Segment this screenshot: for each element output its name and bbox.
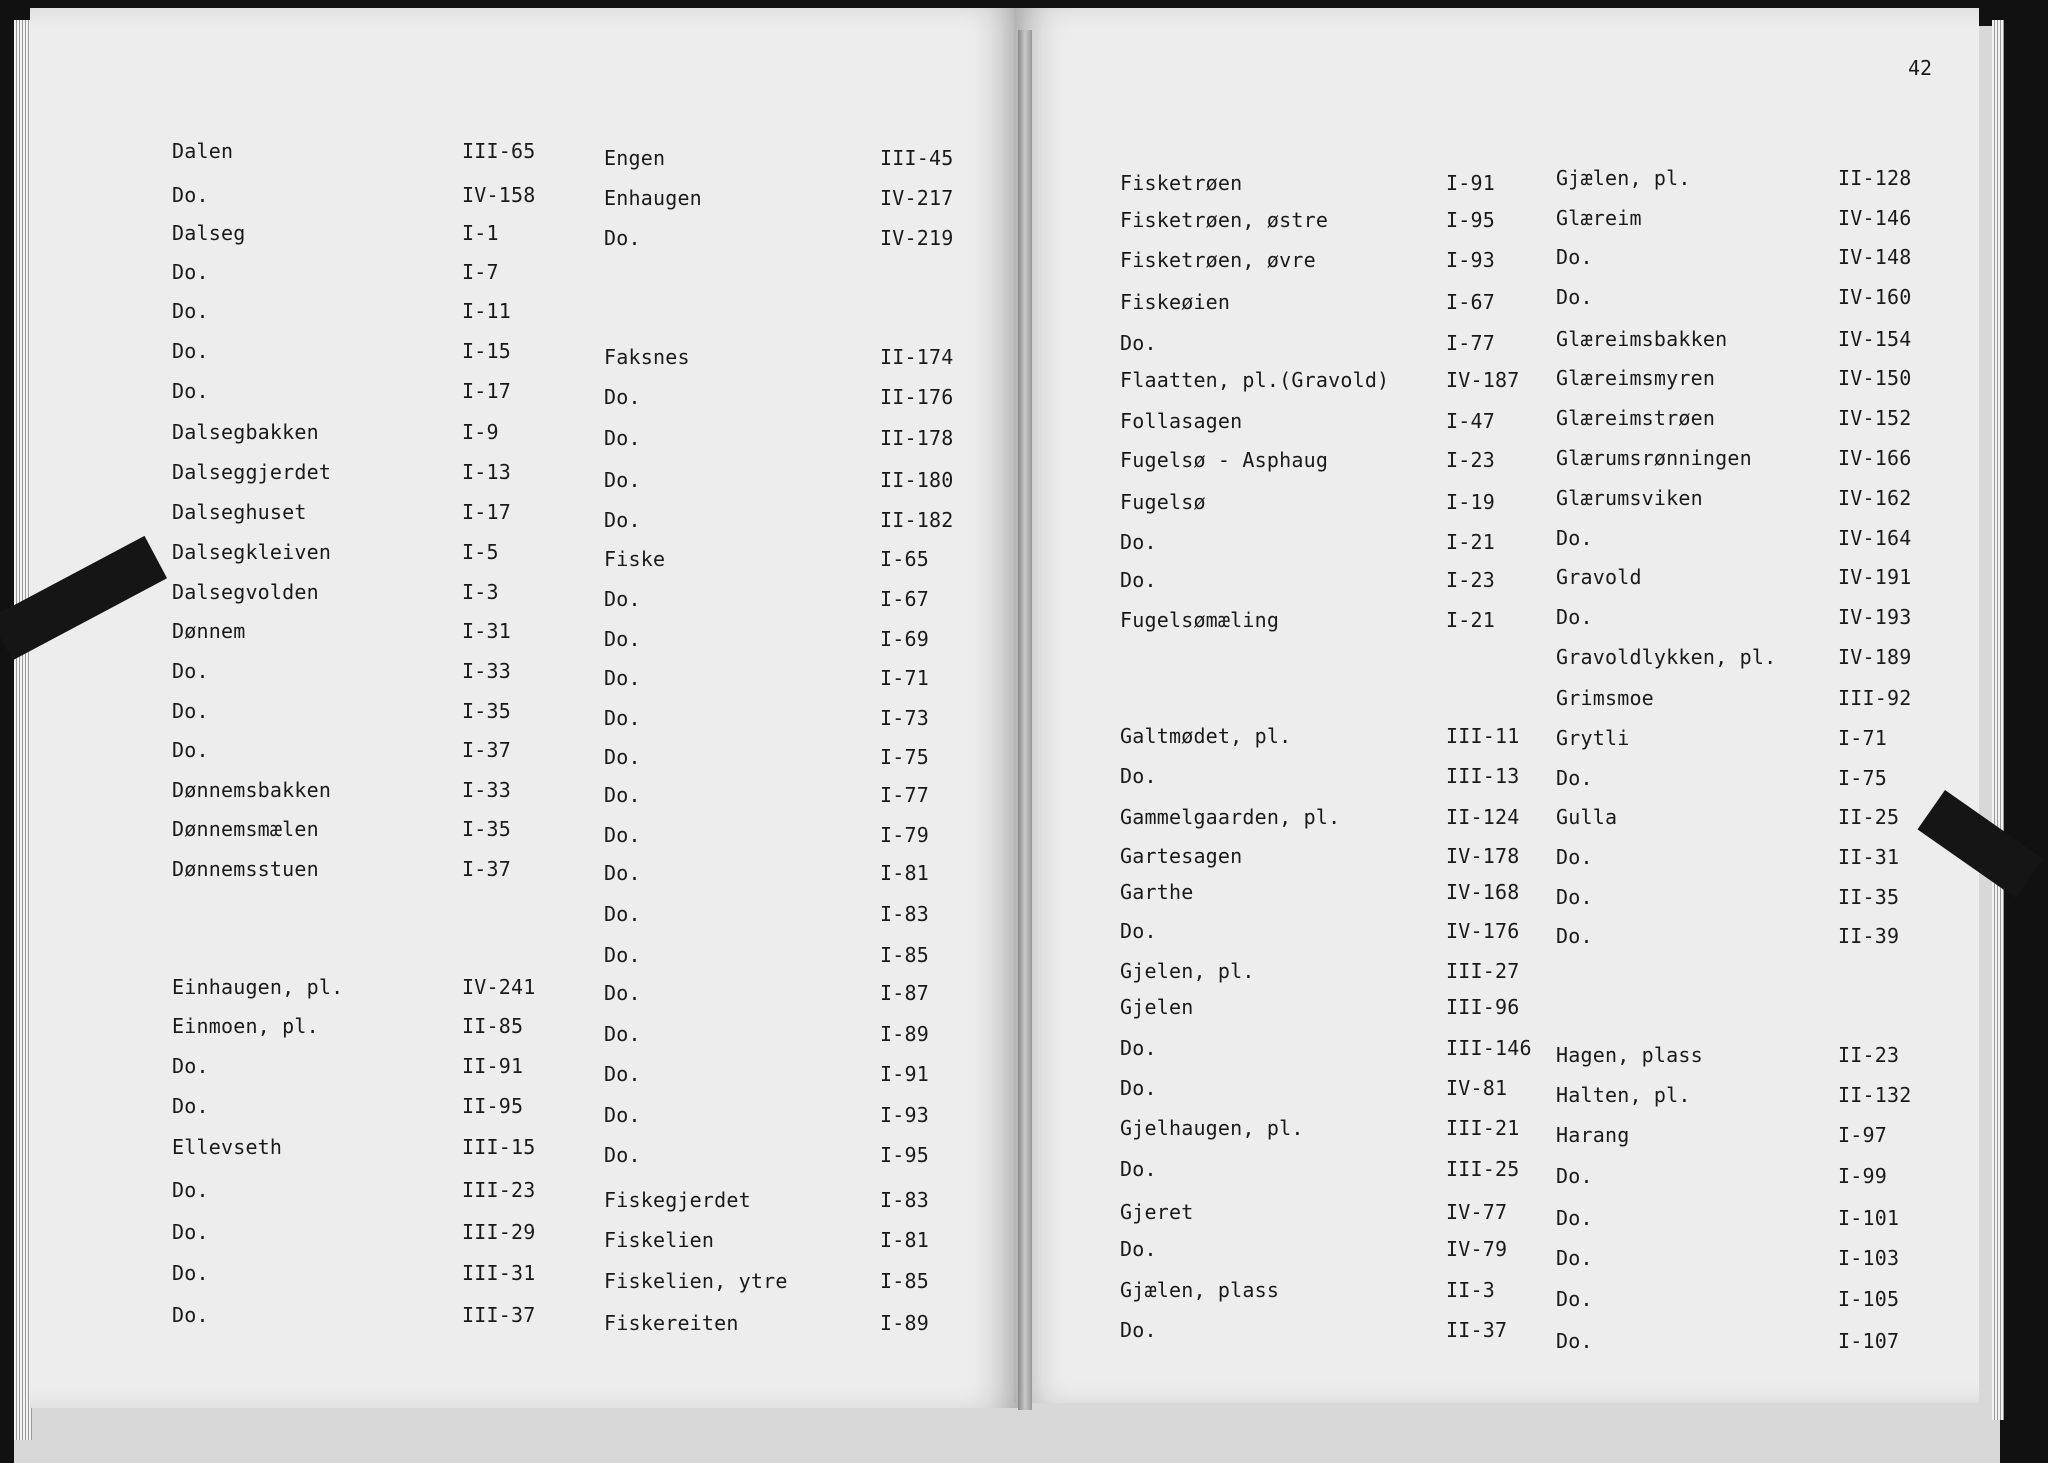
place-name: Grytli	[1556, 726, 1630, 750]
volume-reference: IV-189	[1838, 645, 1912, 669]
volume-reference: III-21	[1446, 1116, 1520, 1140]
volume-reference: II-132	[1838, 1083, 1912, 1107]
volume-reference: I-93	[880, 1103, 929, 1127]
volume-reference: III-96	[1446, 995, 1520, 1019]
place-name: Fiskeøien	[1120, 290, 1231, 314]
place-name: Gartesagen	[1120, 844, 1243, 868]
place-name: Grimsmoe	[1556, 686, 1654, 710]
place-name: Do.	[604, 783, 641, 807]
volume-reference: III-15	[462, 1135, 536, 1159]
volume-reference: IV-158	[462, 183, 536, 207]
place-name: Do.	[604, 1022, 641, 1046]
volume-reference: IV-81	[1446, 1076, 1508, 1100]
place-name: Do.	[604, 745, 641, 769]
volume-reference: I-3	[462, 580, 499, 604]
place-name: Ellevseth	[172, 1135, 283, 1159]
volume-reference: II-3	[1446, 1278, 1495, 1302]
volume-reference: I-67	[880, 587, 929, 611]
volume-reference: I-91	[880, 1062, 929, 1086]
volume-reference: I-1	[462, 221, 499, 245]
place-name: Dønnemsbakken	[172, 778, 332, 802]
place-name: Do.	[604, 902, 641, 926]
volume-reference: I-85	[880, 1269, 929, 1293]
volume-reference: I-83	[880, 902, 929, 926]
volume-reference: III-92	[1838, 686, 1912, 710]
volume-reference: IV-176	[1446, 919, 1520, 943]
volume-reference: IV-166	[1838, 446, 1912, 470]
volume-reference: I-69	[880, 627, 929, 651]
volume-reference: IV-241	[462, 975, 536, 999]
volume-reference: II-25	[1838, 805, 1900, 829]
place-name: Fiskelien	[604, 1228, 715, 1252]
place-name: Do.	[1556, 526, 1593, 550]
volume-reference: I-89	[880, 1311, 929, 1335]
place-name: Do.	[172, 1261, 209, 1285]
volume-reference: I-17	[462, 379, 511, 403]
volume-reference: II-182	[880, 508, 954, 532]
volume-reference: I-19	[1446, 490, 1495, 514]
place-name: Glæreimstrøen	[1556, 406, 1716, 430]
place-name: Do.	[604, 861, 641, 885]
volume-reference: I-65	[880, 547, 929, 571]
place-name: Do.	[172, 1303, 209, 1327]
volume-reference: IV-178	[1446, 844, 1520, 868]
volume-reference: I-21	[1446, 608, 1495, 632]
volume-reference: III-13	[1446, 764, 1520, 788]
place-name: Do.	[1556, 885, 1593, 909]
place-name: Garthe	[1120, 880, 1194, 904]
place-name: Do.	[172, 1220, 209, 1244]
place-name: Dalsegkleiven	[172, 540, 332, 564]
place-name: Fisketrøen, øvre	[1120, 248, 1316, 272]
place-name: Do.	[172, 183, 209, 207]
volume-reference: I-23	[1446, 568, 1495, 592]
place-name: Do.	[1120, 764, 1157, 788]
place-name: Glærumsrønningen	[1556, 446, 1752, 470]
volume-reference: I-75	[880, 745, 929, 769]
volume-reference: I-101	[1838, 1206, 1900, 1230]
place-name: Gulla	[1556, 805, 1618, 829]
volume-reference: II-178	[880, 426, 954, 450]
volume-reference: IV-193	[1838, 605, 1912, 629]
place-name: Harang	[1556, 1123, 1630, 1147]
volume-reference: I-35	[462, 817, 511, 841]
place-name: Do.	[1556, 1164, 1593, 1188]
place-name: Do.	[1556, 1287, 1593, 1311]
place-name: Hagen, plass	[1556, 1043, 1703, 1067]
volume-reference: I-77	[1446, 331, 1495, 355]
volume-reference: IV-168	[1446, 880, 1520, 904]
place-name: Gjelhaugen, pl.	[1120, 1116, 1304, 1140]
volume-reference: I-73	[880, 706, 929, 730]
volume-reference: IV-219	[880, 226, 954, 250]
place-name: Gjælen, pl.	[1556, 166, 1691, 190]
place-name: Fisketrøen, østre	[1120, 208, 1329, 232]
volume-reference: I-79	[880, 823, 929, 847]
volume-reference: I-107	[1838, 1329, 1900, 1353]
place-name: Gjelen, pl.	[1120, 959, 1255, 983]
volume-reference: I-75	[1838, 766, 1887, 790]
place-name: Do.	[604, 587, 641, 611]
volume-reference: I-77	[880, 783, 929, 807]
place-name: Fugelsø	[1120, 490, 1206, 514]
volume-reference: I-33	[462, 659, 511, 683]
volume-reference: IV-217	[880, 186, 954, 210]
volume-reference: I-105	[1838, 1287, 1900, 1311]
place-name: Do.	[1556, 1206, 1593, 1230]
place-name: Do.	[604, 385, 641, 409]
volume-reference: II-174	[880, 345, 954, 369]
volume-reference: II-85	[462, 1014, 524, 1038]
volume-reference: IV-162	[1838, 486, 1912, 510]
volume-reference: III-31	[462, 1261, 536, 1285]
volume-reference: I-7	[462, 260, 499, 284]
place-name: Do.	[604, 226, 641, 250]
volume-reference: I-83	[880, 1188, 929, 1212]
place-name: Do.	[1556, 766, 1593, 790]
page-number: 42	[1908, 56, 1933, 80]
place-name: Glæreimsmyren	[1556, 366, 1716, 390]
place-name: Faksnes	[604, 345, 690, 369]
place-name: Dønnemsmælen	[172, 817, 319, 841]
volume-reference: I-37	[462, 738, 511, 762]
volume-reference: I-15	[462, 339, 511, 363]
volume-reference: I-23	[1446, 448, 1495, 472]
place-name: Do.	[1120, 1036, 1157, 1060]
place-name: Fiskelien, ytre	[604, 1269, 788, 1293]
place-name: Do.	[1556, 605, 1593, 629]
volume-reference: I-47	[1446, 409, 1495, 433]
volume-reference: III-65	[462, 139, 536, 163]
volume-reference: I-89	[880, 1022, 929, 1046]
volume-reference: III-45	[880, 146, 954, 170]
place-name: Do.	[172, 1054, 209, 1078]
volume-reference: IV-79	[1446, 1237, 1508, 1261]
place-name: Do.	[1120, 1318, 1157, 1342]
volume-reference: IV-154	[1838, 327, 1912, 351]
volume-reference: I-103	[1838, 1246, 1900, 1270]
place-name: Do.	[1556, 1246, 1593, 1270]
place-name: Glæreimsbakken	[1556, 327, 1728, 351]
volume-reference: I-95	[1446, 208, 1495, 232]
place-name: Do.	[1120, 331, 1157, 355]
place-name: Dalen	[172, 139, 234, 163]
volume-reference: I-71	[1838, 726, 1887, 750]
volume-reference: III-146	[1446, 1036, 1532, 1060]
volume-reference: I-5	[462, 540, 499, 564]
volume-reference: III-37	[462, 1303, 536, 1327]
volume-reference: III-23	[462, 1178, 536, 1202]
place-name: Dalsegbakken	[172, 420, 319, 444]
volume-reference: II-124	[1446, 805, 1520, 829]
volume-reference: II-37	[1446, 1318, 1508, 1342]
place-name: Do.	[1120, 530, 1157, 554]
volume-reference: IV-160	[1838, 285, 1912, 309]
place-name: Do.	[172, 738, 209, 762]
place-name: Do.	[604, 1143, 641, 1167]
volume-reference: III-29	[462, 1220, 536, 1244]
place-name: Do.	[172, 1178, 209, 1202]
place-name: Do.	[604, 426, 641, 450]
place-name: Do.	[172, 260, 209, 284]
volume-reference: II-35	[1838, 885, 1900, 909]
place-name: Do.	[1556, 245, 1593, 269]
volume-reference: I-97	[1838, 1123, 1887, 1147]
place-name: Fisketrøen	[1120, 171, 1243, 195]
place-name: Do.	[604, 706, 641, 730]
volume-reference: II-91	[462, 1054, 524, 1078]
place-name: Fugelsø - Asphaug	[1120, 448, 1329, 472]
place-name: Do.	[604, 666, 641, 690]
volume-reference: II-23	[1838, 1043, 1900, 1067]
page-edges-right	[1992, 20, 2004, 1420]
place-name: Do.	[172, 299, 209, 323]
place-name: Follasagen	[1120, 409, 1243, 433]
place-name: Dalseghuset	[172, 500, 307, 524]
place-name: Gjeret	[1120, 1200, 1194, 1224]
place-name: Do.	[604, 943, 641, 967]
place-name: Do.	[604, 468, 641, 492]
place-name: Gjælen, plass	[1120, 1278, 1280, 1302]
volume-reference: I-37	[462, 857, 511, 881]
place-name: Do.	[604, 508, 641, 532]
volume-reference: I-21	[1446, 530, 1495, 554]
place-name: Do.	[1556, 1329, 1593, 1353]
place-name: Do.	[172, 339, 209, 363]
volume-reference: I-17	[462, 500, 511, 524]
place-name: Do.	[172, 659, 209, 683]
place-name: Do.	[172, 699, 209, 723]
place-name: Engen	[604, 146, 666, 170]
place-name: Halten, pl.	[1556, 1083, 1691, 1107]
volume-reference: I-81	[880, 1228, 929, 1252]
volume-reference: IV-77	[1446, 1200, 1508, 1224]
place-name: Fugelsømæling	[1120, 608, 1280, 632]
volume-reference: I-81	[880, 861, 929, 885]
place-name: Dønnem	[172, 619, 246, 643]
place-name: Dalseg	[172, 221, 246, 245]
place-name: Glærumsviken	[1556, 486, 1703, 510]
volume-reference: III-27	[1446, 959, 1520, 983]
place-name: Glæreim	[1556, 206, 1642, 230]
place-name: Galtmødet, pl.	[1120, 724, 1292, 748]
volume-reference: IV-148	[1838, 245, 1912, 269]
volume-reference: II-180	[880, 468, 954, 492]
place-name: Do.	[1120, 1237, 1157, 1261]
place-name: Do.	[1120, 568, 1157, 592]
volume-reference: I-71	[880, 666, 929, 690]
place-name: Gammelgaarden, pl.	[1120, 805, 1341, 829]
volume-reference: IV-152	[1838, 406, 1912, 430]
volume-reference: I-33	[462, 778, 511, 802]
volume-reference: I-95	[880, 1143, 929, 1167]
volume-reference: IV-146	[1838, 206, 1912, 230]
place-name: Do.	[1556, 845, 1593, 869]
place-name: Fiske	[604, 547, 666, 571]
place-name: Gravold	[1556, 565, 1642, 589]
place-name: Do.	[1120, 1157, 1157, 1181]
place-name: Fiskegjerdet	[604, 1188, 751, 1212]
volume-reference: II-39	[1838, 924, 1900, 948]
place-name: Einhaugen, pl.	[172, 975, 344, 999]
place-name: Do.	[604, 823, 641, 847]
volume-reference: I-13	[462, 460, 511, 484]
volume-reference: I-87	[880, 981, 929, 1005]
volume-reference: I-91	[1446, 171, 1495, 195]
place-name: Do.	[604, 627, 641, 651]
place-name: Dønnemsstuen	[172, 857, 319, 881]
volume-reference: I-35	[462, 699, 511, 723]
volume-reference: I-31	[462, 619, 511, 643]
volume-reference: I-9	[462, 420, 499, 444]
place-name: Do.	[604, 1062, 641, 1086]
place-name: Do.	[1120, 1076, 1157, 1100]
place-name: Do.	[604, 981, 641, 1005]
place-name: Do.	[172, 1094, 209, 1118]
place-name: Do.	[1556, 285, 1593, 309]
place-name: Enhaugen	[604, 186, 702, 210]
place-name: Gjelen	[1120, 995, 1194, 1019]
place-name: Gravoldlykken, pl.	[1556, 645, 1777, 669]
place-name: Dalsegvolden	[172, 580, 319, 604]
volume-reference: I-11	[462, 299, 511, 323]
volume-reference: IV-164	[1838, 526, 1912, 550]
volume-reference: II-128	[1838, 166, 1912, 190]
book-gutter	[1018, 30, 1032, 1410]
place-name: Flaatten, pl.(Gravold)	[1120, 368, 1390, 392]
volume-reference: III-25	[1446, 1157, 1520, 1181]
place-name: Dalseggjerdet	[172, 460, 332, 484]
volume-reference: IV-191	[1838, 565, 1912, 589]
place-name: Do.	[1556, 924, 1593, 948]
place-name: Do.	[172, 379, 209, 403]
place-name: Do.	[604, 1103, 641, 1127]
volume-reference: I-85	[880, 943, 929, 967]
volume-reference: IV-187	[1446, 368, 1520, 392]
place-name: Fiskereiten	[604, 1311, 739, 1335]
volume-reference: I-67	[1446, 290, 1495, 314]
volume-reference: I-99	[1838, 1164, 1887, 1188]
place-name: Einmoen, pl.	[172, 1014, 319, 1038]
volume-reference: II-31	[1838, 845, 1900, 869]
volume-reference: II-176	[880, 385, 954, 409]
volume-reference: III-11	[1446, 724, 1520, 748]
volume-reference: II-95	[462, 1094, 524, 1118]
volume-reference: I-93	[1446, 248, 1495, 272]
volume-reference: IV-150	[1838, 366, 1912, 390]
place-name: Do.	[1120, 919, 1157, 943]
